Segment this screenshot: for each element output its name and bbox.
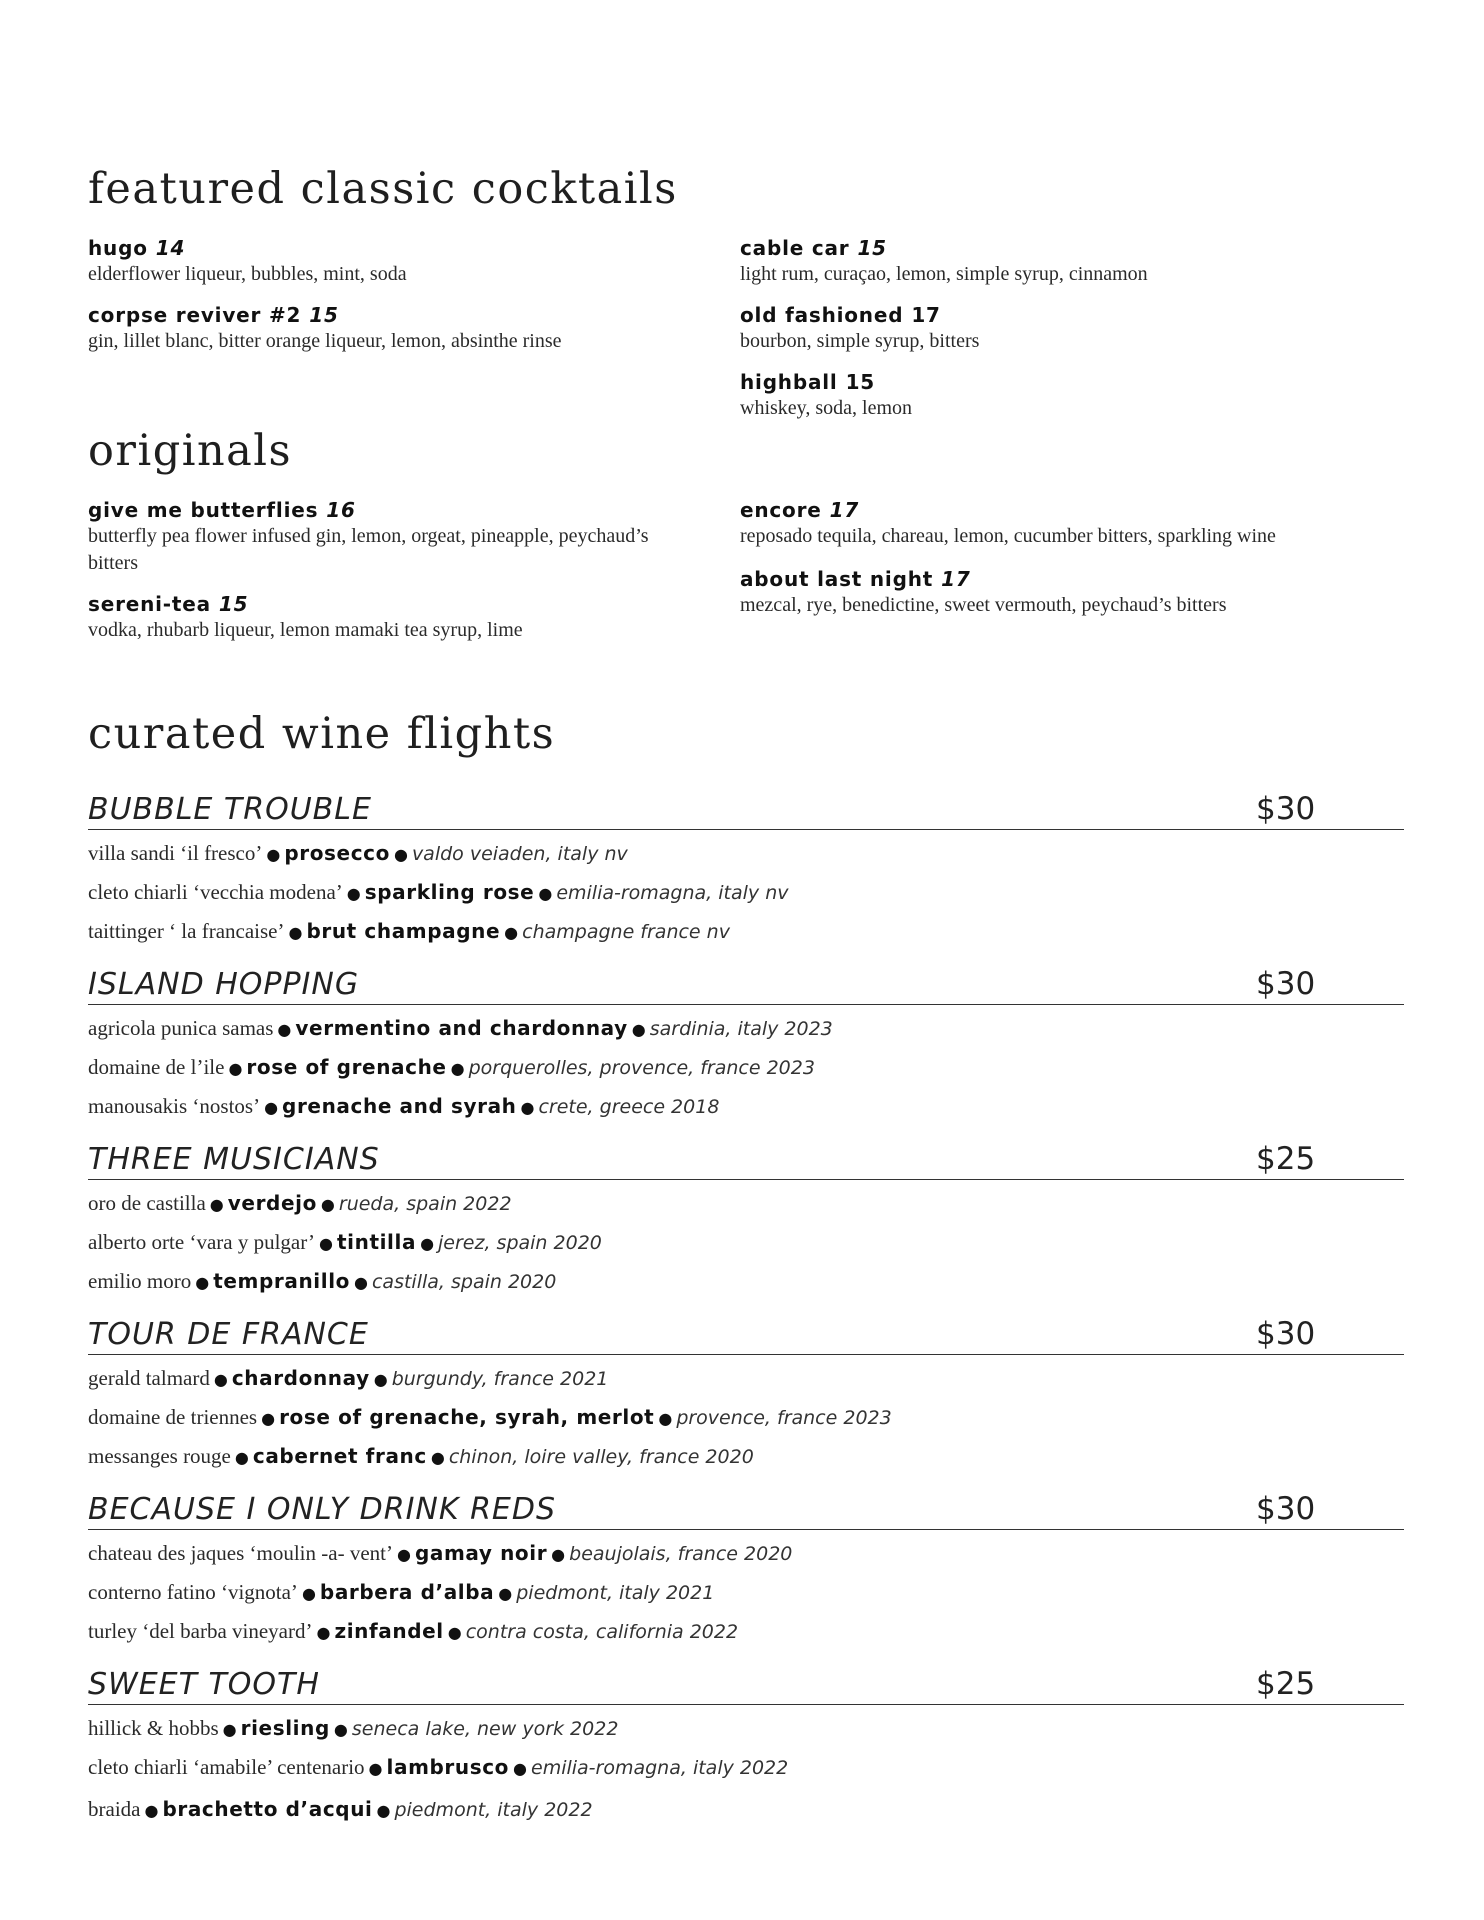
cocktail-name: sereni-tea [88,592,211,616]
flight-price: $30 [1256,1491,1316,1527]
flight-name: SWEET TOOTH [88,1667,320,1702]
cocktail-item [740,235,1340,288]
cocktail-description: vodka, rhubarb liqueur, lemon mamaki tea syrup, lime [88,619,523,641]
wine-varietal: barbera d’alba [319,1580,495,1604]
wine-varietal: riesling [240,1716,330,1740]
cocktail-description: gin, lillet blanc, bitter orange liqueur, lemon, absinthe rinse [88,330,562,352]
wine-item [88,1709,1404,1748]
wine-producer: gerald talmard [88,1366,210,1390]
bullet-icon: ● [513,1759,527,1778]
cocktail-price: 15 [845,370,876,394]
bullet-icon: ● [288,923,303,942]
bullet-icon: ● [504,923,519,942]
wine-region: jerez, spain 2020 [438,1232,602,1254]
cocktail-description: elderflower liqueur, bubbles, mint, soda [88,263,407,285]
bullet-icon: ● [520,1098,535,1117]
cocktail-description: reposado tequila, chareau, lemon, cucumber bitters, sparkling wine [740,525,1276,547]
wine-flight [88,1660,1404,1835]
wine-item [88,1184,1404,1223]
flight-price: $30 [1256,1316,1316,1352]
bullet-icon: ● [376,1801,391,1820]
wine-region: contra costa, california 2022 [465,1621,739,1643]
cocktail-price: 17 [911,303,941,327]
wine-flight [88,960,1404,1135]
wine-producer: oro de castilla [88,1191,206,1215]
cocktail-description: mezcal, rye, benedictine, sweet vermouth, peychaud’s bitters [740,594,1227,616]
bullet-icon: ● [393,845,408,864]
cocktail-name: give me butterflies [88,498,319,522]
wine-region: porquerolles, provence, france 2023 [468,1057,815,1079]
wine-varietal: sparkling rose [364,880,535,904]
bullet-icon: ● [264,1098,279,1117]
wine-varietal: lambrusco [386,1755,510,1779]
bullet-icon: ● [447,1623,462,1642]
wine-producer: manousakis ‘nostos’ [88,1094,261,1118]
wine-region: chinon, loire valley, france 2020 [448,1446,754,1468]
cocktail-description: light rum, curaçao, lemon, simple syrup, cinnamon [740,263,1148,285]
wine-region: piedmont, italy 2021 [516,1582,715,1604]
bullet-icon: ● [498,1584,513,1603]
cocktail-item [88,591,668,644]
wine-item [88,1748,1404,1787]
flight-name: THREE MUSICIANS [88,1142,380,1177]
cocktail-price: 16 [326,498,356,522]
originals-left-column [88,497,668,658]
wine-producer: taittinger ‘ la francaise’ [88,919,285,943]
cocktail-price: 15 [218,592,249,616]
bullet-icon: ● [319,1234,333,1253]
wine-item [88,873,1404,912]
wine-producer: agricola punica samas [88,1016,274,1040]
bullet-icon: ● [228,1059,243,1078]
cocktail-item [88,235,688,288]
cocktail-price: 15 [857,236,887,260]
wine-region: emilia-romagna, italy 2022 [531,1757,789,1779]
bullet-icon: ● [261,1409,276,1428]
wine-producer: messanges rouge [88,1444,231,1468]
wine-item [88,1573,1404,1612]
bullet-icon: ● [209,1195,224,1214]
cocktail-name: about last night [740,567,934,591]
wine-producer: emilio moro [88,1269,192,1293]
wine-producer: turley ‘del barba vineyard’ [88,1619,313,1643]
wine-item [88,1612,1404,1651]
cocktail-name: highball [740,370,838,394]
wine-item [88,1087,1404,1126]
flight-header [88,1135,1404,1180]
bullet-icon: ● [316,1623,331,1642]
flight-header [88,1310,1404,1355]
wine-item [88,1398,1404,1437]
wine-producer: cleto chiarli ‘vecchia modena’ [88,880,343,904]
wine-producer: chateau des jaques ‘moulin -a- vent’ [88,1541,393,1565]
flight-header [88,960,1404,1005]
cocktail-item [88,302,688,355]
cocktail-price: 14 [155,236,186,260]
wine-varietal: brut champagne [306,919,501,943]
wine-varietal: rose of grenache [246,1055,447,1079]
wine-item [88,1009,1404,1048]
bullet-icon: ● [301,1584,316,1603]
bullet-icon: ● [320,1195,335,1214]
wine-item [88,1787,1404,1831]
bullet-icon: ● [213,1370,228,1389]
wine-varietal: tempranillo [213,1269,351,1293]
bullet-icon: ● [354,1273,368,1292]
bullet-icon: ● [430,1448,445,1467]
cocktail-name: hugo [88,236,148,260]
featured-left-column [88,235,688,369]
wine-item [88,1437,1404,1476]
wine-producer: cleto chiarli ‘amabile’ centenario [88,1755,365,1779]
wine-varietal: zinfandel [334,1619,444,1643]
wine-region: castilla, spain 2020 [371,1271,557,1293]
wine-varietal: verdejo [227,1191,317,1215]
wine-region: beaujolais, france 2020 [569,1543,793,1565]
wine-region: emilia-romagna, italy nv [556,882,789,904]
bullet-icon: ● [234,1448,249,1467]
bullet-icon: ● [144,1801,159,1820]
wine-varietal: tintilla [336,1230,417,1254]
wine-flight [88,1485,1404,1660]
bullet-icon: ● [266,845,281,864]
flight-price: $25 [1256,1141,1316,1177]
wine-item [88,1534,1404,1573]
wine-item [88,912,1404,951]
wine-varietal: gamay noir [414,1541,548,1565]
bullet-icon: ● [277,1020,292,1039]
cocktail-price: 17 [941,567,971,591]
flight-name: BUBBLE TROUBLE [88,792,372,827]
wine-region: rueda, spain 2022 [338,1193,512,1215]
bullet-icon: ● [195,1273,210,1292]
wine-region: seneca lake, new york 2022 [351,1718,619,1740]
wine-region: burgundy, france 2021 [391,1368,609,1390]
originals-right-column [740,497,1404,633]
originals-title: originals [88,426,293,476]
flight-name: ISLAND HOPPING [88,967,360,1002]
bullet-icon: ● [631,1020,646,1039]
wine-varietal: vermentino and chardonnay [295,1016,628,1040]
cocktail-item [740,497,1404,550]
featured-right-column [740,235,1340,436]
flight-header [88,785,1404,830]
wine-item [88,1359,1404,1398]
wine-producer: hillick & hobbs [88,1716,219,1740]
flight-header [88,1660,1404,1705]
wine-producer: conterno fatino ‘vignota’ [88,1580,298,1604]
wine-producer: villa sandi ‘il fresco’ [88,841,263,865]
wine-flight [88,1135,1404,1310]
wine-region: crete, greece 2018 [538,1096,720,1118]
wine-item [88,1262,1404,1301]
featured-cocktails-title: featured classic cocktails [88,164,678,214]
cocktail-name: cable car [740,236,850,260]
cocktail-name: old fashioned [740,303,904,327]
cocktail-name: encore [740,498,822,522]
wine-producer: braida [88,1797,141,1821]
wine-region: piedmont, italy 2022 [394,1799,593,1821]
bullet-icon: ● [368,1759,383,1778]
wine-producer: alberto orte ‘vara y pulgar’ [88,1230,316,1254]
bullet-icon: ● [346,884,361,903]
wine-producer: domaine de l’ile [88,1055,225,1079]
wine-varietal: grenache and syrah [282,1094,517,1118]
cocktail-description: butterfly pea flower infused gin, lemon, orgeat, pineapple, peychaud’s bitters [88,525,649,574]
wine-varietal: cabernet franc [252,1444,427,1468]
bullet-icon: ● [538,884,553,903]
bullet-icon: ● [333,1720,348,1739]
cocktail-item [88,497,668,577]
bullet-icon: ● [420,1234,435,1253]
cocktail-description: bourbon, simple syrup, bitters [740,330,980,352]
wine-varietal: prosecco [284,841,390,865]
wine-flight [88,785,1404,960]
cocktail-price: 17 [829,498,860,522]
wine-flight [88,1310,1404,1485]
wine-varietal: chardonnay [231,1366,370,1390]
wine-region: champagne france nv [522,921,730,943]
flight-price: $30 [1256,966,1316,1002]
cocktail-item [740,369,1340,422]
wine-region: sardinia, italy 2023 [649,1018,833,1040]
wine-flights-list [88,785,1404,1835]
wine-producer: domaine de triennes [88,1405,258,1429]
bullet-icon: ● [222,1720,237,1739]
flight-price: $25 [1256,1666,1316,1702]
wine-flights-title: curated wine flights [88,709,556,759]
bullet-icon: ● [658,1409,673,1428]
wine-varietal: rose of grenache, syrah, merlot [279,1405,655,1429]
flight-header [88,1485,1404,1530]
flight-price: $30 [1256,791,1316,827]
cocktail-item [740,302,1340,355]
wine-region: provence, france 2023 [676,1407,892,1429]
flight-name: TOUR DE FRANCE [88,1317,369,1352]
bullet-icon: ● [373,1370,388,1389]
flight-name: BECAUSE I ONLY DRINK REDS [88,1492,557,1527]
wine-item [88,834,1404,873]
wine-item [88,1048,1404,1087]
cocktail-name: corpse reviver #2 [88,303,302,327]
cocktail-description: whiskey, soda, lemon [740,397,913,419]
bullet-icon: ● [450,1059,465,1078]
cocktail-price: 15 [309,303,339,327]
wine-item [88,1223,1404,1262]
cocktail-item [740,566,1404,619]
bullet-icon: ● [551,1545,566,1564]
wine-region: valdo veiaden, italy nv [411,843,628,865]
bullet-icon: ● [396,1545,411,1564]
wine-varietal: brachetto d’acqui [162,1797,373,1821]
